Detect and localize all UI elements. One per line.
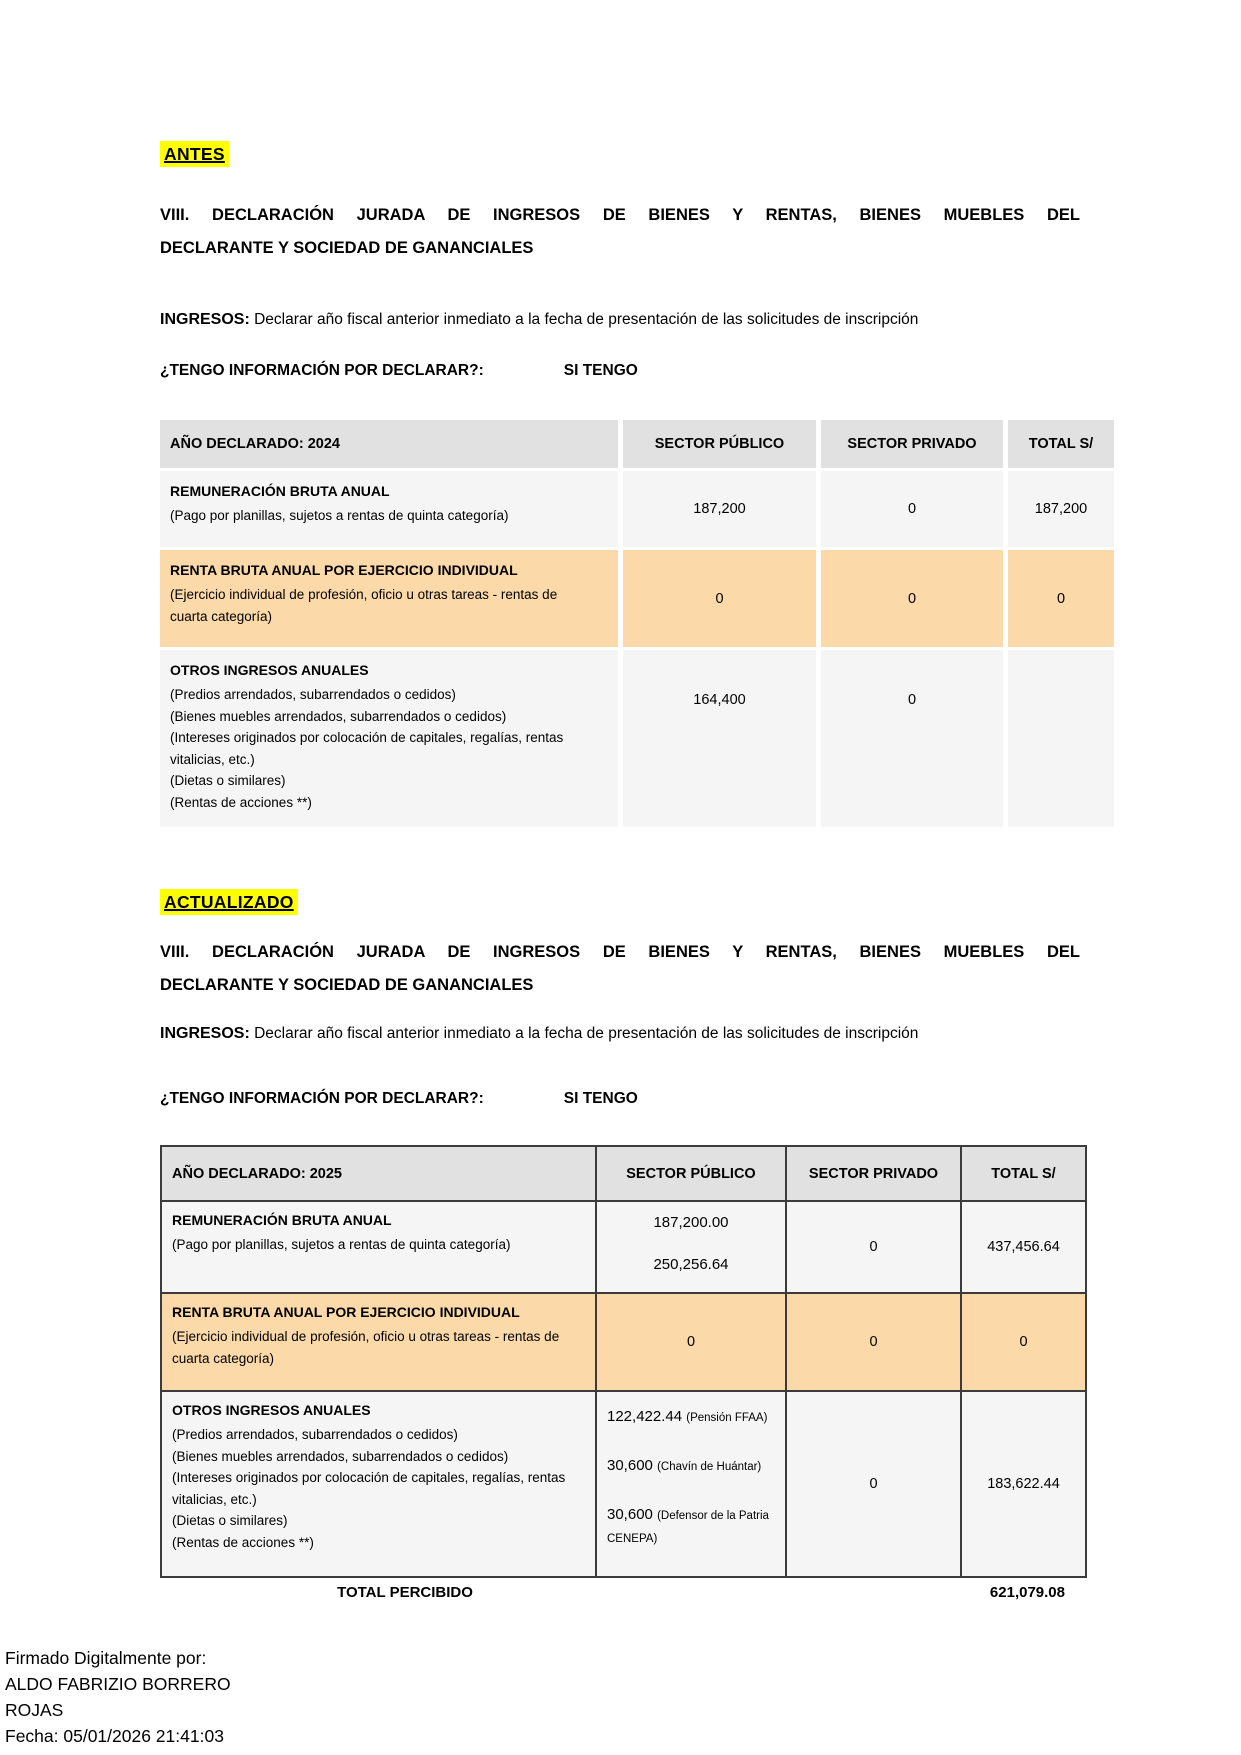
cell-publico: 187,200.00 250,256.64 [596,1201,786,1293]
column-header-total: TOTAL S/ [1008,420,1114,468]
cell-total: 183,622.44 [961,1391,1086,1577]
table-row-desc: REMUNERACIÓN BRUTA ANUAL (Pago por planillas, sujetos a rentas de quinta categoría) [160,471,618,547]
cell-publico: 164,400 [623,650,816,827]
signature-date-line: Fecha: 05/01/2026 21:41:03 [5,1726,224,1746]
income-entry: 122,422.44 (Pensión FFAA) [607,1408,768,1425]
ingresos-line [160,1025,918,1043]
cell-publico: 0 [596,1293,786,1391]
cell-total: 437,456.64 [961,1201,1086,1293]
signature-name-line: ALDO FABRIZIO BORRERO [5,1674,231,1694]
column-header-year: AÑO DECLARADO: 2025 [161,1146,596,1201]
column-header-total: TOTAL S/ [961,1146,1086,1201]
total-percibido-row [160,1584,1085,1601]
income-entry: 30,600 (Chavín de Huántar) [607,1457,762,1474]
question-answer: SI TENGO [563,362,638,379]
ingresos-label: INGRESOS: [160,311,250,328]
cell-total: 0 [1008,550,1114,647]
heading-line-2: DECLARANTE Y SOCIEDAD DE GANANCIALES [160,976,534,994]
cell-privado: 0 [821,471,1003,547]
column-header-year: AÑO DECLARADO: 2024 [160,420,618,468]
question-answer: SI TENGO [563,1090,638,1107]
cell-total: 187,200 [1008,471,1114,547]
ingresos-text: Declarar año fiscal anterior inmediato a la fecha de presentación de las solicitudes de inscripción [254,1025,919,1042]
cell-publico: 0 [623,550,816,647]
column-header-sector-publico: SECTOR PÚBLICO [623,420,816,468]
heading-line-1: VIII. DECLARACIÓN JURADA DE INGRESOS DE BIENES Y RENTAS, BIENES MUEBLES DEL [160,943,1080,961]
cell-privado: 0 [821,550,1003,647]
signature-line: Firmado Digitalmente por: [5,1648,207,1668]
column-header-sector-privado: SECTOR PRIVADO [821,420,1003,468]
question-line [160,362,638,380]
income-entry: 30,600 (Defensor de la Patria CENEPA) [607,1506,769,1545]
cell-privado: 0 [786,1391,961,1577]
column-header-sector-publico: SECTOR PÚBLICO [596,1146,786,1201]
cell-privado: 0 [821,650,1003,827]
cell-total [1008,650,1114,827]
section-actualizado-heading [160,936,1080,1002]
section-tag-actualizado: ACTUALIZADO [160,889,298,915]
heading-line-1: VIII. DECLARACIÓN JURADA DE INGRESOS DE BIENES Y RENTAS, BIENES MUEBLES DEL [160,206,1080,224]
digital-signature-block [5,1645,231,1749]
cell-publico: 187,200 [623,471,816,547]
table-row-desc: OTROS INGRESOS ANUALES (Predios arrendados, subarrendados o cedidos) (Bienes muebles arrendados, subarrendados o cedidos) (Intereses originados por colocación de capitales, regalías, rentas vitalicias, etc.) (Dietas o similares) (Rentas de acciones **) [161,1391,596,1577]
cell-publico [596,1391,786,1577]
total-percibido-value: 621,079.08 [989,1584,1065,1601]
heading-line-2: DECLARANTE Y SOCIEDAD DE GANANCIALES [160,239,534,257]
cell-privado: 0 [786,1201,961,1293]
signature-name-line: ROJAS [5,1700,64,1720]
total-percibido-label: TOTAL PERCIBIDO [337,1584,473,1601]
section-tag-antes: ANTES [160,141,229,167]
question-text: ¿TENGO INFORMACIÓN POR DECLARAR?: [160,1090,484,1107]
ingresos-line [160,311,918,329]
cell-privado: 0 [786,1293,961,1391]
table-row-desc: REMUNERACIÓN BRUTA ANUAL (Pago por planillas, sujetos a rentas de quinta categoría) [161,1201,596,1293]
table-antes [160,420,1114,827]
question-line [160,1090,638,1108]
section-antes-heading [160,199,1080,265]
table-row-desc: OTROS INGRESOS ANUALES (Predios arrendados, subarrendados o cedidos) (Bienes muebles arrendados, subarrendados o cedidos) (Intereses originados por colocación de capitales, regalías, rentas vitalicias, etc.) (Dietas o similares) (Rentas de acciones **) [160,650,618,827]
table-row-desc: RENTA BRUTA ANUAL POR EJERCICIO INDIVIDUAL (Ejercicio individual de profesión, oficio u otras tareas - rentas de cuarta categoría) [161,1293,596,1391]
ingresos-text: Declarar año fiscal anterior inmediato a la fecha de presentación de las solicitudes de inscripción [254,311,919,328]
table-actualizado [160,1145,1087,1578]
section-antes-tag-wrap [160,141,229,167]
ingresos-label: INGRESOS: [160,1025,250,1042]
column-header-sector-privado: SECTOR PRIVADO [786,1146,961,1201]
cell-total: 0 [961,1293,1086,1391]
section-actualizado-tag-wrap [160,889,298,915]
table-row-desc: RENTA BRUTA ANUAL POR EJERCICIO INDIVIDUAL (Ejercicio individual de profesión, oficio u otras tareas - rentas de cuarta categoría) [160,550,618,647]
question-text: ¿TENGO INFORMACIÓN POR DECLARAR?: [160,362,484,379]
